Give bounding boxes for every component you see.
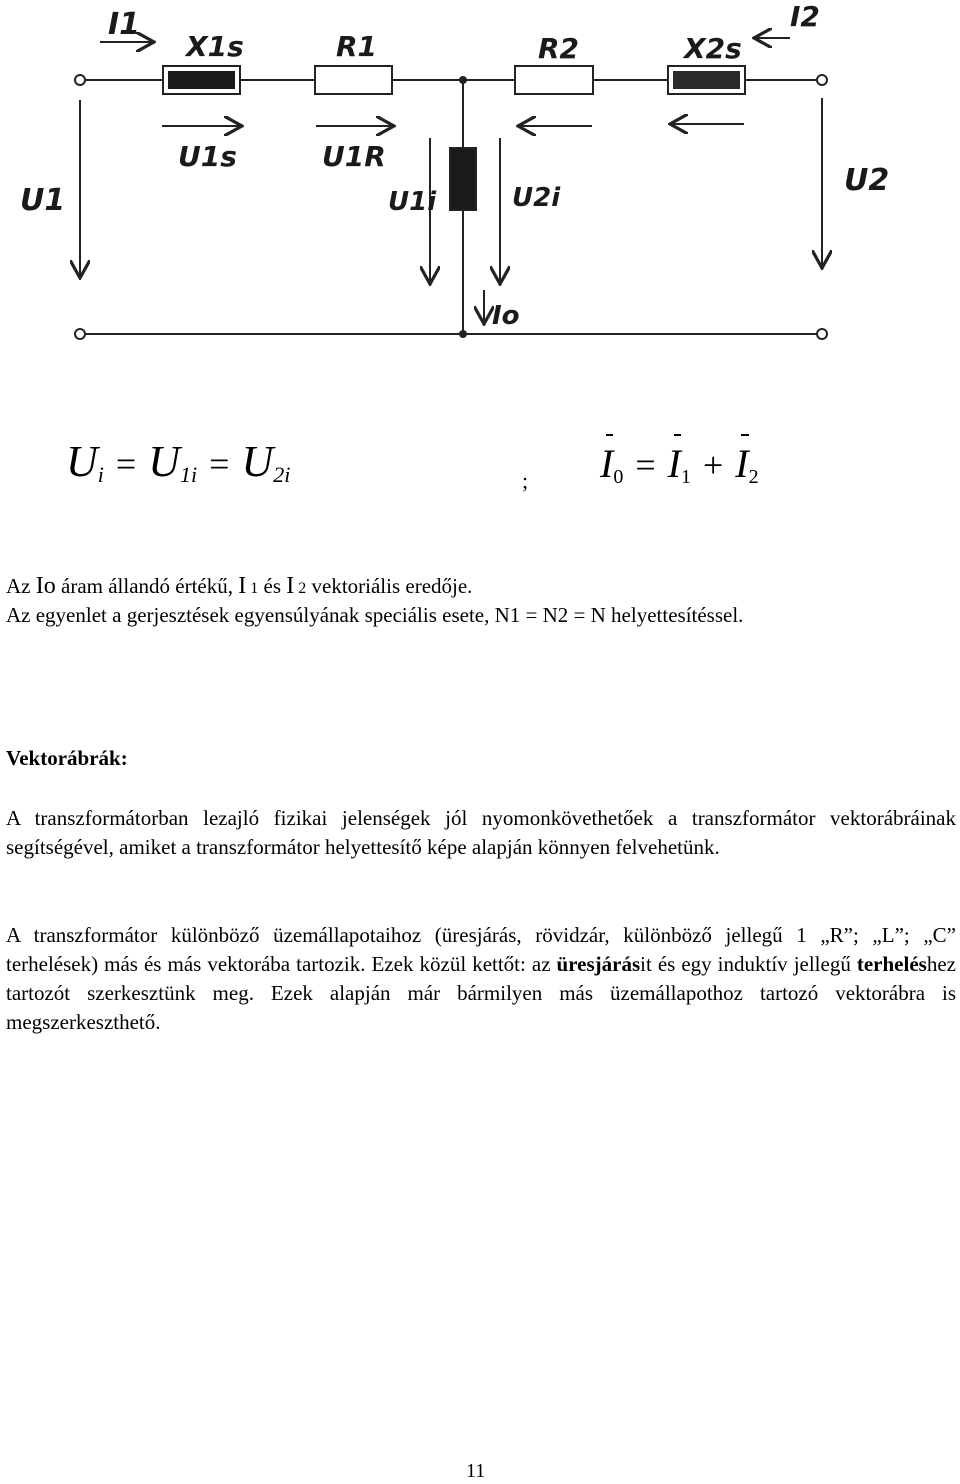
eq2-sub-0: 0 <box>613 466 624 488</box>
paragraph-1: A transzformátorban lezajló fizikai jelenségek jól nyomonkövethetőek a transzformátor vektorábráinak segítségével, amiket a transzformátor helyettesítő képe alapján könnyen felvehetünk. <box>6 806 956 859</box>
eq2-sub-2: 2 <box>748 466 759 488</box>
eq1-equals-1: = <box>115 444 137 484</box>
label-u1: U1 <box>20 183 66 218</box>
eq1-sub-1i: 1i <box>180 462 198 487</box>
terminal-top-left <box>75 75 85 85</box>
x2s-fill <box>673 71 740 89</box>
para2-part-a: A transzformátor különböző üzemállapotaihoz (üresjárás, rövidzár, különböző jellegű 1 „R”; „L”; „C” terhelések) más és más vektorába tartozik. Ezek közül kettőt: az <box>6 923 956 976</box>
label-i1: I1 <box>108 7 141 42</box>
eq2-i1: I <box>667 441 681 486</box>
label-u1s: U1s <box>178 140 237 173</box>
label-u1i: U1i <box>388 187 437 217</box>
eq1-equals-2: = <box>209 444 230 484</box>
line1-i1: I <box>238 573 247 599</box>
eq2-sub-1: 1 <box>680 466 691 488</box>
label-x1s: X1s <box>186 30 244 63</box>
terminal-bottom-left <box>75 329 85 339</box>
line1-i2: I <box>286 573 295 599</box>
equation-separator: ; <box>522 468 529 493</box>
label-x2s: X2s <box>684 32 742 65</box>
section-heading: Vektorábrák: <box>6 746 128 770</box>
current-equation <box>600 440 759 487</box>
page-number: 11 <box>466 1460 486 1482</box>
line1-sub-2: 2 <box>294 580 307 597</box>
para2-bold-1: üresjárás <box>556 952 641 976</box>
line1-part-c: és <box>258 574 287 598</box>
line1-part-a: Az <box>6 574 36 598</box>
line1-io: Io <box>35 573 56 599</box>
voltage-equation <box>66 436 290 487</box>
label-i2: I2 <box>790 0 820 33</box>
eq1-u2: U <box>241 437 274 486</box>
label-io: Io <box>492 301 520 331</box>
para2-part-d: hez tartozót szerkesztünk meg. Ezek alapján már bármilyen más üzemállapothoz tartozó vektorábra is megszerkeszthető. <box>6 952 956 1034</box>
eq1-u1: U <box>148 437 180 486</box>
equivalent-circuit-diagram <box>0 0 960 380</box>
x1s-fill <box>168 71 235 89</box>
text-line-2: Az egyenlet a gerjesztések egyensúlyának speciális esete, N1 = N2 = N helyettesítéssel. <box>6 603 744 627</box>
terminal-bottom-right <box>817 329 827 339</box>
eq2-i0: I <box>600 441 614 486</box>
label-r1: R1 <box>336 30 378 63</box>
line1-part-d: vektoriális eredője. <box>306 574 473 598</box>
eq2-plus: + <box>702 445 724 485</box>
eq1-sub-2i: 2i <box>273 462 291 487</box>
eq2-equals: = <box>635 445 656 485</box>
text-line-1 <box>6 572 472 603</box>
line1-sub-1: 1 <box>246 580 259 597</box>
para2-part-c: it és egy induktív jellegű <box>640 952 857 976</box>
eq1-sub-i: i <box>97 462 104 487</box>
eq1-u: U <box>66 437 98 486</box>
label-u2: U2 <box>844 163 890 198</box>
magnetizing-reactance <box>450 148 476 210</box>
label-r2: R2 <box>538 32 580 65</box>
eq2-i2: I <box>735 441 749 486</box>
para2-bold-2: terhelés <box>856 952 927 976</box>
line1-part-b: áram állandó értékű, <box>55 574 239 598</box>
label-u2i: U2i <box>512 183 561 213</box>
r1-resistor <box>315 66 392 94</box>
r2-resistor <box>515 66 593 94</box>
terminal-top-right <box>817 75 827 85</box>
paragraph-2 <box>6 921 956 1037</box>
label-u1r: U1R <box>322 140 386 173</box>
